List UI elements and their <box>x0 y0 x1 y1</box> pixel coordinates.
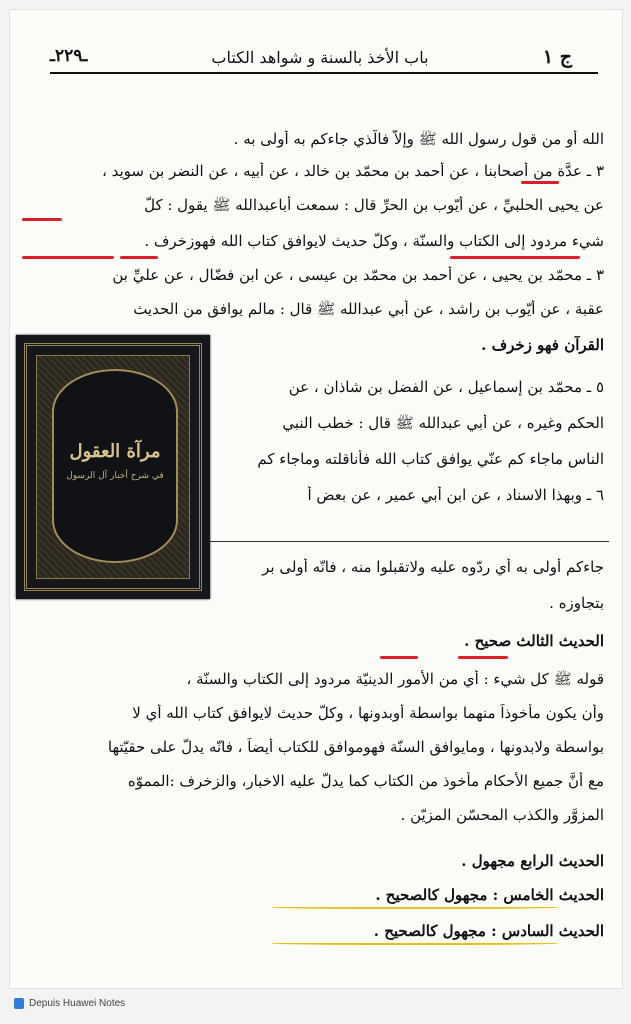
cover-medallion <box>52 369 178 563</box>
text-line: بتجاوزه . <box>549 594 604 612</box>
red-underline <box>120 256 158 259</box>
text-line: الحكم وغيره ، عن أبي عبدالله ﷺ قال : خطب النبي <box>282 414 604 432</box>
notes-footer <box>14 998 125 1009</box>
text-line: ٣ ـ عدَّة من أصحابنا ، عن أحمد بن محمّد بن خالد ، عن أبيه ، عن النضر بن سويد ، <box>102 162 604 180</box>
red-underline <box>22 218 62 221</box>
red-underline <box>521 181 559 184</box>
hadith-grade: الحديث السادس : مجهول كالصحيح . <box>373 922 604 940</box>
hadith-grade: الحديث الخامس : مجهول كالصحيح . <box>375 886 604 904</box>
text-line: الناس ماجاء كم عنّي يوافق كتاب الله فأناقلته وماجاء كم <box>257 450 604 468</box>
text-line: شيء مردود إلى الكتاب والسنّة ، وكلُّ حديث لايوافق كتاب الله فهوزخرف . <box>144 232 604 250</box>
source-label: Depuis Huawei Notes <box>29 998 126 1009</box>
yellow-underline <box>272 905 558 909</box>
red-underline <box>380 656 418 659</box>
red-underline <box>450 256 580 259</box>
red-underline <box>22 256 114 259</box>
text-line: بواسطة ولابدونها ، ومايوافق السنّة فهوموافق للكتاب أيضاً ، فانّه يدلُّ على حقيّتها <box>107 738 604 756</box>
text-line: عقبة ، عن أيّوب بن راشد ، عن أبي عبدالله ﷺ قال : مالم يوافق من الحديث <box>133 300 604 318</box>
text-line: ٥ ـ محمّد بن إسماعيل ، عن الفضل بن شاذان ، عن <box>288 378 604 396</box>
text-line: قوله ﷺ كل شيء : أي من الأمور الدينيّة مردود إلى الكتاب والسنّة ، <box>186 670 604 688</box>
text-line: وأن يكون مأخوذاً منهما بواسطة أوبدونها ، وكلُّ حديث لايوافق كتاب الله أي لا <box>132 704 604 722</box>
text-line: عن يحيى الحلبيِّ ، عن أيّوب بن الحرِّ قال : سمعت أباعبدالله ﷺ يقول : كلُّ <box>144 196 604 214</box>
chapter-title: باب الأخذ بالسنة و شواهد الكتاب <box>211 48 429 67</box>
page-number: ـ٢٢٩ـ <box>50 46 88 66</box>
header-divider <box>50 72 598 74</box>
text-line: المزوَّر والكذب المحسّن المزيّن . <box>400 806 604 824</box>
book-subtitle: في شرح أخبار آل الرسول <box>66 471 164 481</box>
text-line: الله أو من قول رسول الله ﷺ وإلاّ فالّذي جاءكم به أولى به . <box>233 130 604 148</box>
page-header <box>50 32 590 72</box>
text-line: جاءكم أولى به أي ردّوه عليه ولاتقبلوا منه ، فانّه أولى بر <box>262 558 604 576</box>
text-line: مع أنَّ جميع الأحكام مأخوذ من الكتاب كما يدلُّ عليه الاخبار، والزخرف :المموّه <box>127 772 604 790</box>
book-title: مرآة العقول <box>69 441 161 462</box>
volume-number: ج ١ <box>542 46 572 68</box>
hadith-grade: الحديث الثالث صحيح . <box>464 632 604 650</box>
red-underline <box>458 656 508 659</box>
text-line: ٣ ـ محمّد بن يحيى ، عن أحمد بن محمّد بن عيسى ، عن ابن فضّال ، عن عليِّ بن <box>112 266 604 284</box>
text-line: ٦ ـ وبهذا الاسناد ، عن ابن أبي عمير ، عن بعض أ <box>307 486 604 504</box>
text-line: القرآن فهو زخرف . <box>481 336 604 354</box>
huawei-notes-icon <box>14 998 24 1009</box>
book-cover-image <box>16 335 210 599</box>
yellow-underline <box>272 941 558 945</box>
hadith-grade: الحديث الرابع مجهول . <box>461 852 604 870</box>
